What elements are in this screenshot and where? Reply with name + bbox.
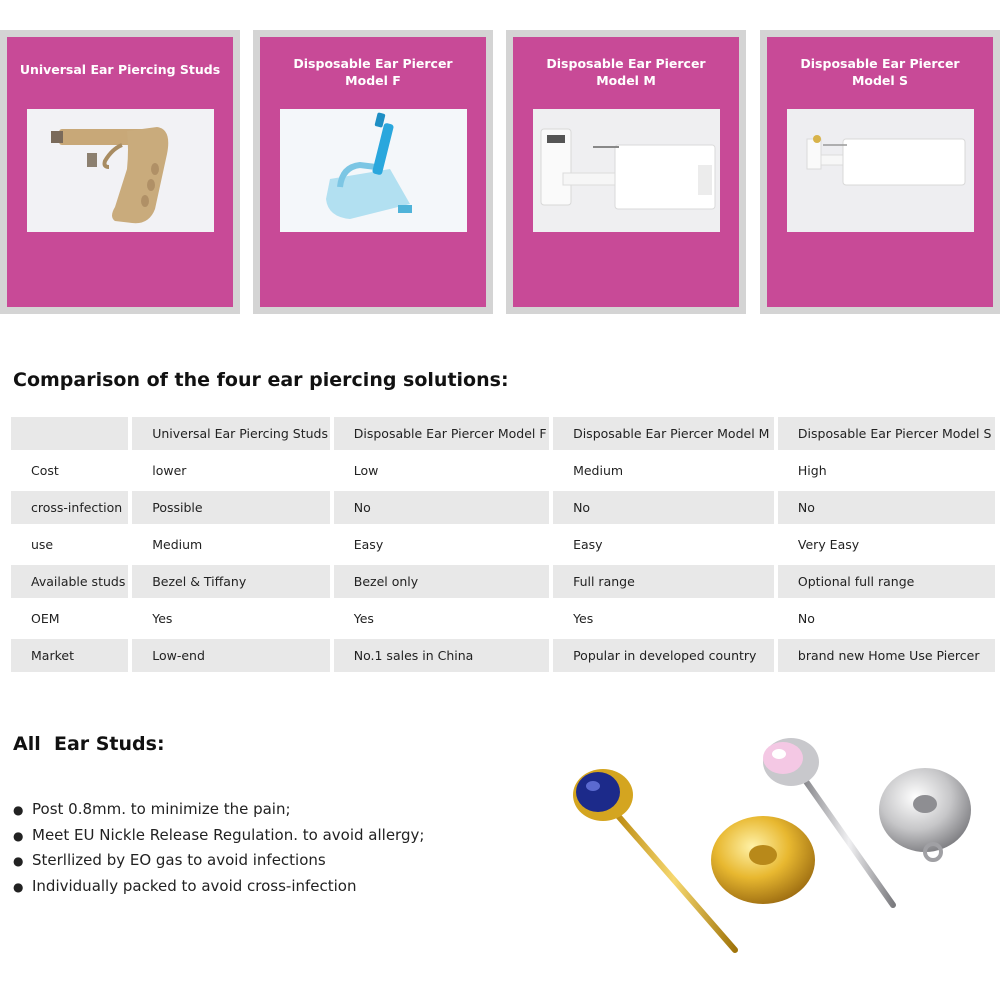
table-cell: Yes bbox=[573, 611, 594, 626]
table-header-cell bbox=[11, 417, 128, 450]
card-universal-studs bbox=[0, 30, 240, 314]
table-cell: Bezel only bbox=[334, 565, 549, 598]
bullet-icon: ● bbox=[13, 879, 24, 894]
card-model-f bbox=[253, 30, 493, 314]
table-cell: Very Easy bbox=[797, 537, 860, 552]
white-piercer-s-icon bbox=[787, 109, 974, 232]
table-row bbox=[11, 528, 995, 561]
list-item: ● Individually packed to avoid cross-infection bbox=[13, 874, 424, 900]
product-cards bbox=[0, 30, 1000, 314]
table-cell: Medium bbox=[573, 463, 624, 478]
table-cell: use bbox=[31, 537, 54, 552]
table-cell: Yes bbox=[152, 611, 173, 626]
list-item: ● Meet EU Nickle Release Regulation. to avoid allergy; bbox=[13, 823, 424, 849]
comparison-title: Comparison of the four ear piercing solutions: bbox=[13, 369, 509, 391]
table-cell: lower bbox=[152, 463, 187, 478]
bullet-icon: ● bbox=[13, 828, 24, 843]
table-cell: Medium bbox=[152, 537, 203, 552]
card-title: Universal Ear Piercing Studs bbox=[19, 62, 221, 77]
comparison-table bbox=[7, 413, 999, 676]
table-row bbox=[11, 491, 995, 524]
table-cell: Popular in developed country bbox=[553, 639, 774, 672]
card-title: Disposable Ear Piercer Model S bbox=[800, 56, 960, 88]
table-cell: Market bbox=[11, 639, 128, 672]
bullet-icon: ● bbox=[13, 803, 24, 817]
table-cell: Yes bbox=[353, 611, 374, 626]
white-piercer-m-icon bbox=[533, 109, 720, 232]
studs-title: All Ear Studs: bbox=[13, 733, 165, 755]
table-row bbox=[11, 639, 995, 672]
table-header-row bbox=[11, 417, 995, 450]
table-cell: High bbox=[797, 463, 827, 478]
table-cell: Available studs bbox=[11, 565, 128, 598]
table-cell: Bezel & Tiffany bbox=[132, 565, 330, 598]
piercing-gun-icon bbox=[27, 109, 214, 232]
table-header-cell: Disposable Ear Piercer Model S bbox=[778, 417, 995, 450]
table-cell: Easy bbox=[573, 537, 603, 552]
card-model-s bbox=[760, 30, 1000, 314]
card-title: Disposable Ear Piercer Model F bbox=[293, 56, 453, 88]
table-cell: Cost bbox=[31, 463, 59, 478]
list-item: ● Sterllized by EO gas to avoid infections bbox=[13, 848, 424, 874]
table-cell: Full range bbox=[553, 565, 774, 598]
table-cell: Possible bbox=[132, 491, 330, 524]
table-cell: OEM bbox=[31, 611, 60, 626]
blue-piercer-icon bbox=[280, 109, 467, 232]
table-cell: No bbox=[797, 611, 815, 626]
table-cell: cross-infection bbox=[11, 491, 128, 524]
table-row bbox=[11, 565, 995, 598]
table-cell: Optional full range bbox=[778, 565, 995, 598]
table-row bbox=[11, 454, 995, 487]
ear-studs-photo-icon bbox=[553, 700, 1000, 970]
table-cell: No bbox=[553, 491, 774, 524]
card-title: Disposable Ear Piercer Model M bbox=[546, 56, 706, 88]
table-cell: Easy bbox=[353, 537, 384, 552]
table-header-cell: Universal Ear Piercing Studs bbox=[132, 417, 330, 450]
table-header-cell: Disposable Ear Piercer Model F bbox=[334, 417, 549, 450]
table-cell: Low-end bbox=[132, 639, 330, 672]
table-row bbox=[11, 602, 995, 635]
table-cell: brand new Home Use Piercer bbox=[778, 639, 995, 672]
list-item: ● Post 0.8mm. to minimize the pain; bbox=[13, 797, 424, 823]
table-cell: No bbox=[778, 491, 995, 524]
card-model-m bbox=[506, 30, 746, 314]
table-header-cell: Disposable Ear Piercer Model M bbox=[553, 417, 774, 450]
table-cell: No.1 sales in China bbox=[334, 639, 549, 672]
table-cell: Low bbox=[353, 463, 379, 478]
table-cell: No bbox=[334, 491, 549, 524]
bullet-icon: ● bbox=[13, 854, 24, 868]
feature-list bbox=[13, 797, 424, 899]
